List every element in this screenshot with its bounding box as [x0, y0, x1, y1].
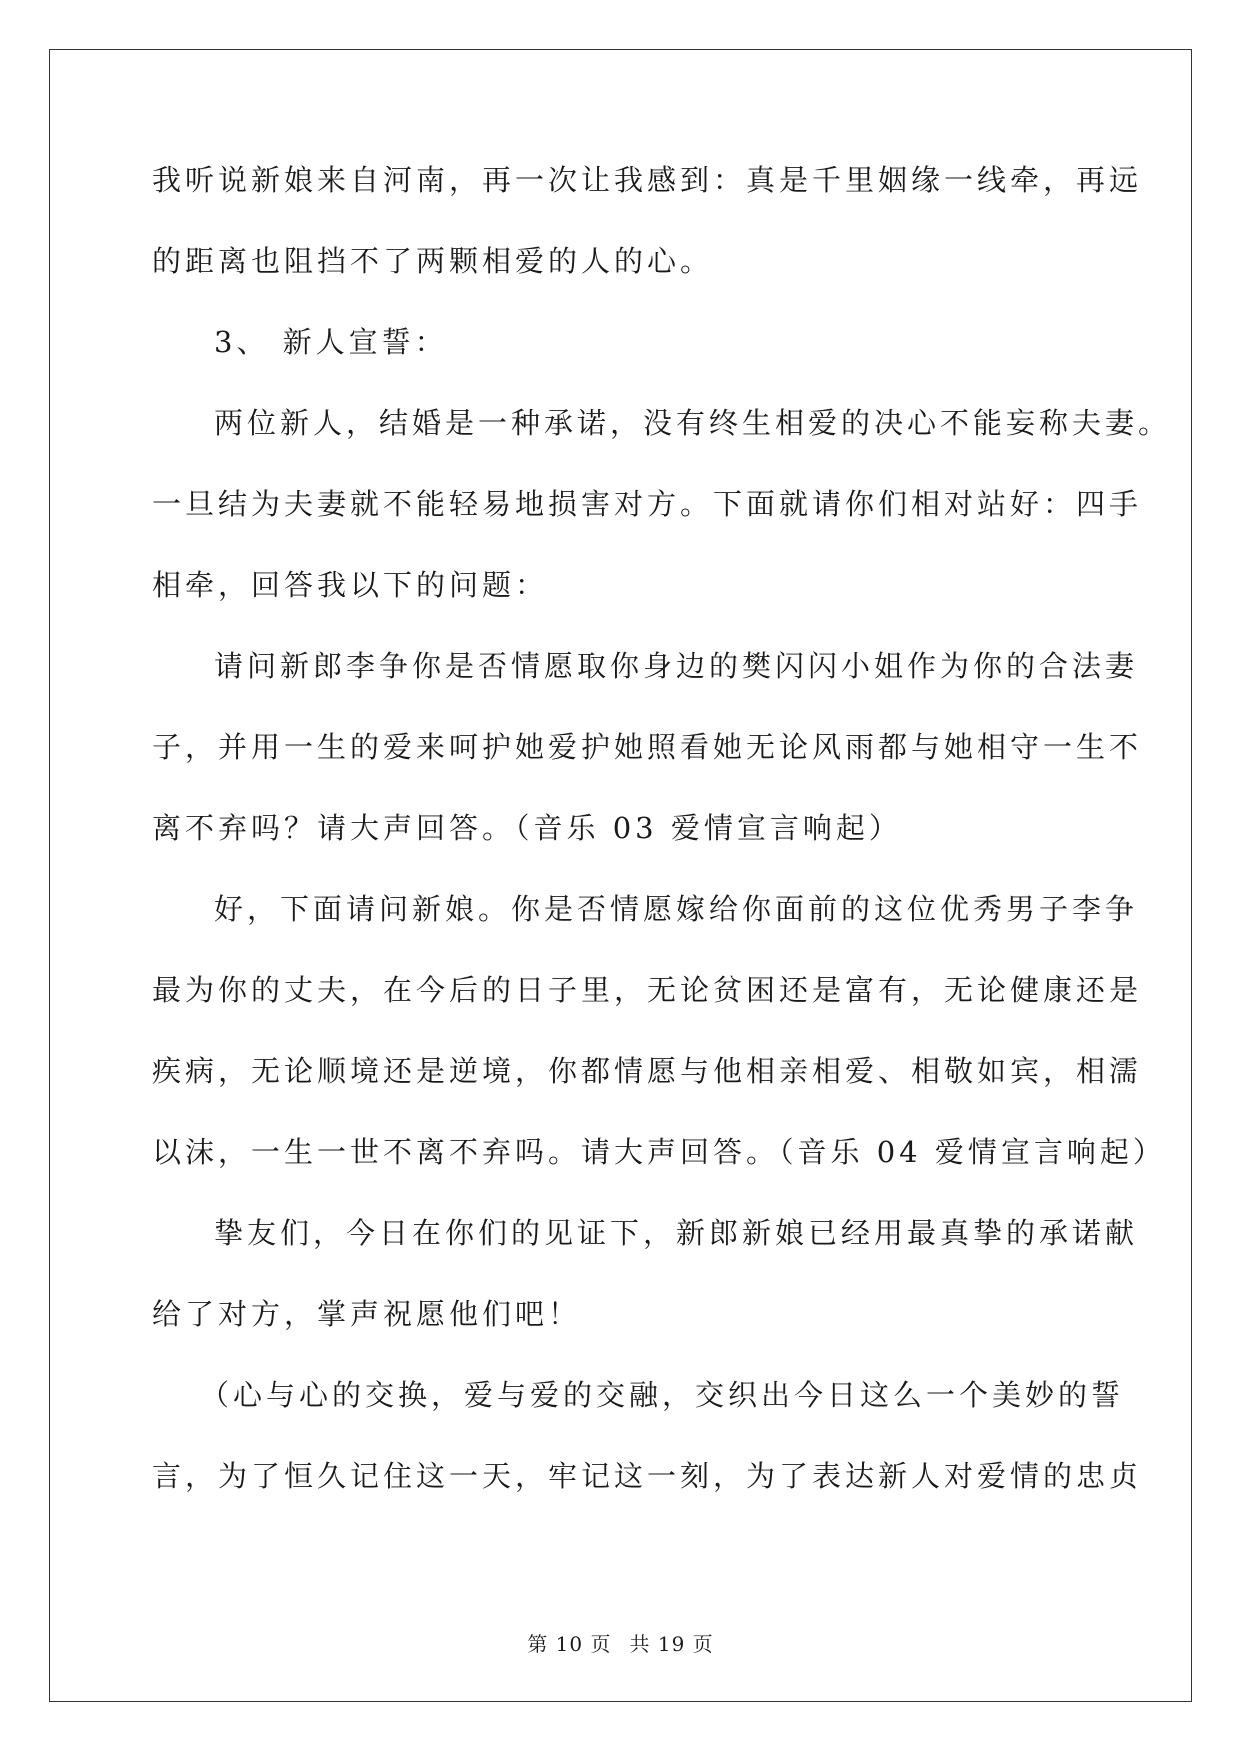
text-line: 言，为了恒久记住这一天，牢记这一刻，为了表达新人对爱情的忠贞 [152, 1459, 1143, 1493]
page-total: 共 19 页 [629, 1632, 714, 1656]
text-line: （心与心的交换，爱与爱的交融，交织出今日这么一个美妙的誓 [200, 1378, 1125, 1412]
section-heading: 3、 新人宣誓： [214, 325, 448, 359]
text-line: 相牵，回答我以下的问题： [152, 568, 549, 602]
text-line: 的距离也阻挡不了两颗相爱的人的心。 [152, 244, 714, 278]
text-line: 子，并用一生的爱来呵护她爱护她照看她无论风雨都与她相守一生不 [152, 730, 1143, 764]
text-line: 以沫，一生一世不离不弃吗。请大声回答。（音乐 04 爱情宣言响起） [152, 1135, 1166, 1169]
text-line: 好，下面请问新娘。你是否情愿嫁给你面前的这位优秀男子李争 [214, 892, 1139, 926]
text-line: 最为你的丈夫，在今后的日子里，无论贫困还是富有，无论健康还是 [152, 973, 1143, 1007]
text-line: 挚友们，今日在你们的见证下，新郎新娘已经用最真挚的承诺献 [214, 1216, 1139, 1250]
page-footer [0, 1628, 1241, 1657]
page-number: 第 10 页 [527, 1632, 612, 1656]
text-line: 两位新人，结婚是一种承诺，没有终生相爱的决心不能妄称夫妻。 [214, 406, 1172, 440]
text-line: 一旦结为夫妻就不能轻易地损害对方。下面就请你们相对站好：四手 [152, 487, 1143, 521]
text-line: 我听说新娘来自河南，再一次让我感到：真是千里姻缘一线牵，再远 [152, 163, 1143, 197]
text-line: 请问新郎李争你是否情愿取你身边的樊闪闪小姐作为你的合法妻 [214, 649, 1139, 683]
text-line: 疾病，无论顺境还是逆境，你都情愿与他相亲相爱、相敬如宾，相濡 [152, 1054, 1143, 1088]
document-body [152, 160, 1172, 1537]
text-line: 给了对方，掌声祝愿他们吧！ [152, 1297, 582, 1331]
text-line: 离不弃吗？请大声回答。（音乐 03 爱情宣言响起） [152, 811, 902, 845]
